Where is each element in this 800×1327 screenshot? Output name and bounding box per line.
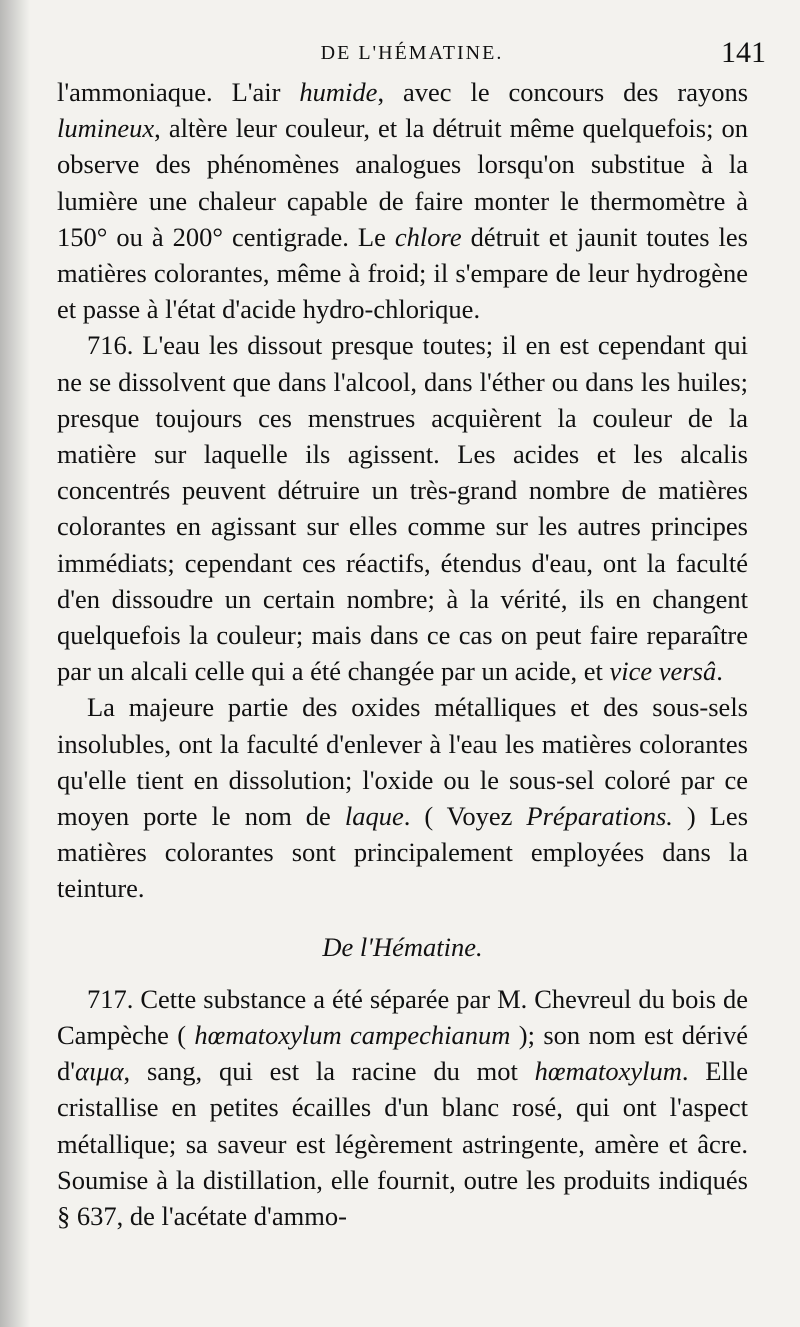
text-run: , avec le concours des rayons [377, 77, 749, 107]
paragraph-717 [57, 981, 748, 1234]
greek-word: αιμα [75, 1056, 124, 1087]
italic-term: Préparations. [526, 801, 673, 832]
body-text [57, 74, 748, 1234]
paragraph-laques [57, 689, 748, 906]
section-heading: De l'Hématine. [322, 931, 483, 962]
paragraph-continuation [57, 74, 748, 327]
italic-term: vice versâ [609, 656, 717, 687]
text-run: . [716, 656, 723, 687]
text-run: . ( Voyez [403, 801, 527, 832]
italic-term: hœmatoxylum [534, 1056, 682, 1087]
page-number: 141 [721, 36, 766, 69]
italic-term: humide [299, 77, 378, 107]
paragraph-716 [57, 327, 748, 689]
text-run: 717. Cette substance a été séparée par M. Chevreul du bois de Campèche ( [57, 983, 748, 1051]
page-header [58, 34, 766, 74]
text-run: ) Les matières colorantes sont principalement employées dans la teinture. [57, 801, 749, 904]
italic-term: hœmatoxylum campechianum [194, 1020, 511, 1051]
text-run: , sang, qui est la racine du mot [123, 1056, 535, 1087]
italic-term: lumineux [57, 113, 155, 144]
text-run: ); son nom est dérivé d' [57, 1020, 749, 1087]
running-title: DE L'HÉMATINE. [320, 42, 504, 64]
italic-term: laque [344, 801, 404, 832]
italic-term: chlore [394, 221, 462, 252]
text-run: La majeure partie des oxides métalliques et des sous-sels insolubles, ont la faculté d'enlever à l'eau les matières colorantes qu'elle tient en dissolution; l'oxide ou le sous-sel coloré par ce moyen porte le nom de [57, 692, 748, 832]
text-run: 716. L'eau les dissout presque toutes; il en est cependant qui ne se dissolvent que dans l'alcool, dans l'éther ou dans les huiles; presque toujours ces menstrues acquièrent la couleur de la matière sur laquelle ils agissent. Les acides et les alcalis concentrés peuvent détruire un très-grand nombre de matières colorantes en agissant sur elles comme sur les autres principes immédiats; cependant ces réactifs, étendus d'eau, ont la faculté d'en dissoudre un certain nombre; à la vérité, ils en changent quelquefois la couleur; mais dans ce cas on peut faire reparaître par un alcali celle qui a été changée par un acide, et [57, 330, 748, 687]
text-run: . Elle cristallise en petites écailles d'un blanc rosé, qui ont l'aspect métallique; sa saveur est légèrement astringente, amère et âcre. Soumise à la distillation, elle fournit, outre les produits indiqués § 637, de l'acétate d'ammo- [57, 1056, 748, 1232]
text-run: l'ammoniaque. L'air [57, 77, 300, 107]
text-run: détruit et jaunit toutes les matières colorantes, même à froid; il s'empare de leur hydrogène et passe à l'état d'acide hydro-chlorique. [57, 221, 748, 325]
text-run: , altère leur couleur, et la détruit même quelquefois; on observe des phénomènes analogues lorsqu'on substitue à la lumière une chaleur capable de faire monter le thermomètre à 150° ou à 200° centigrade. Le [57, 113, 748, 252]
